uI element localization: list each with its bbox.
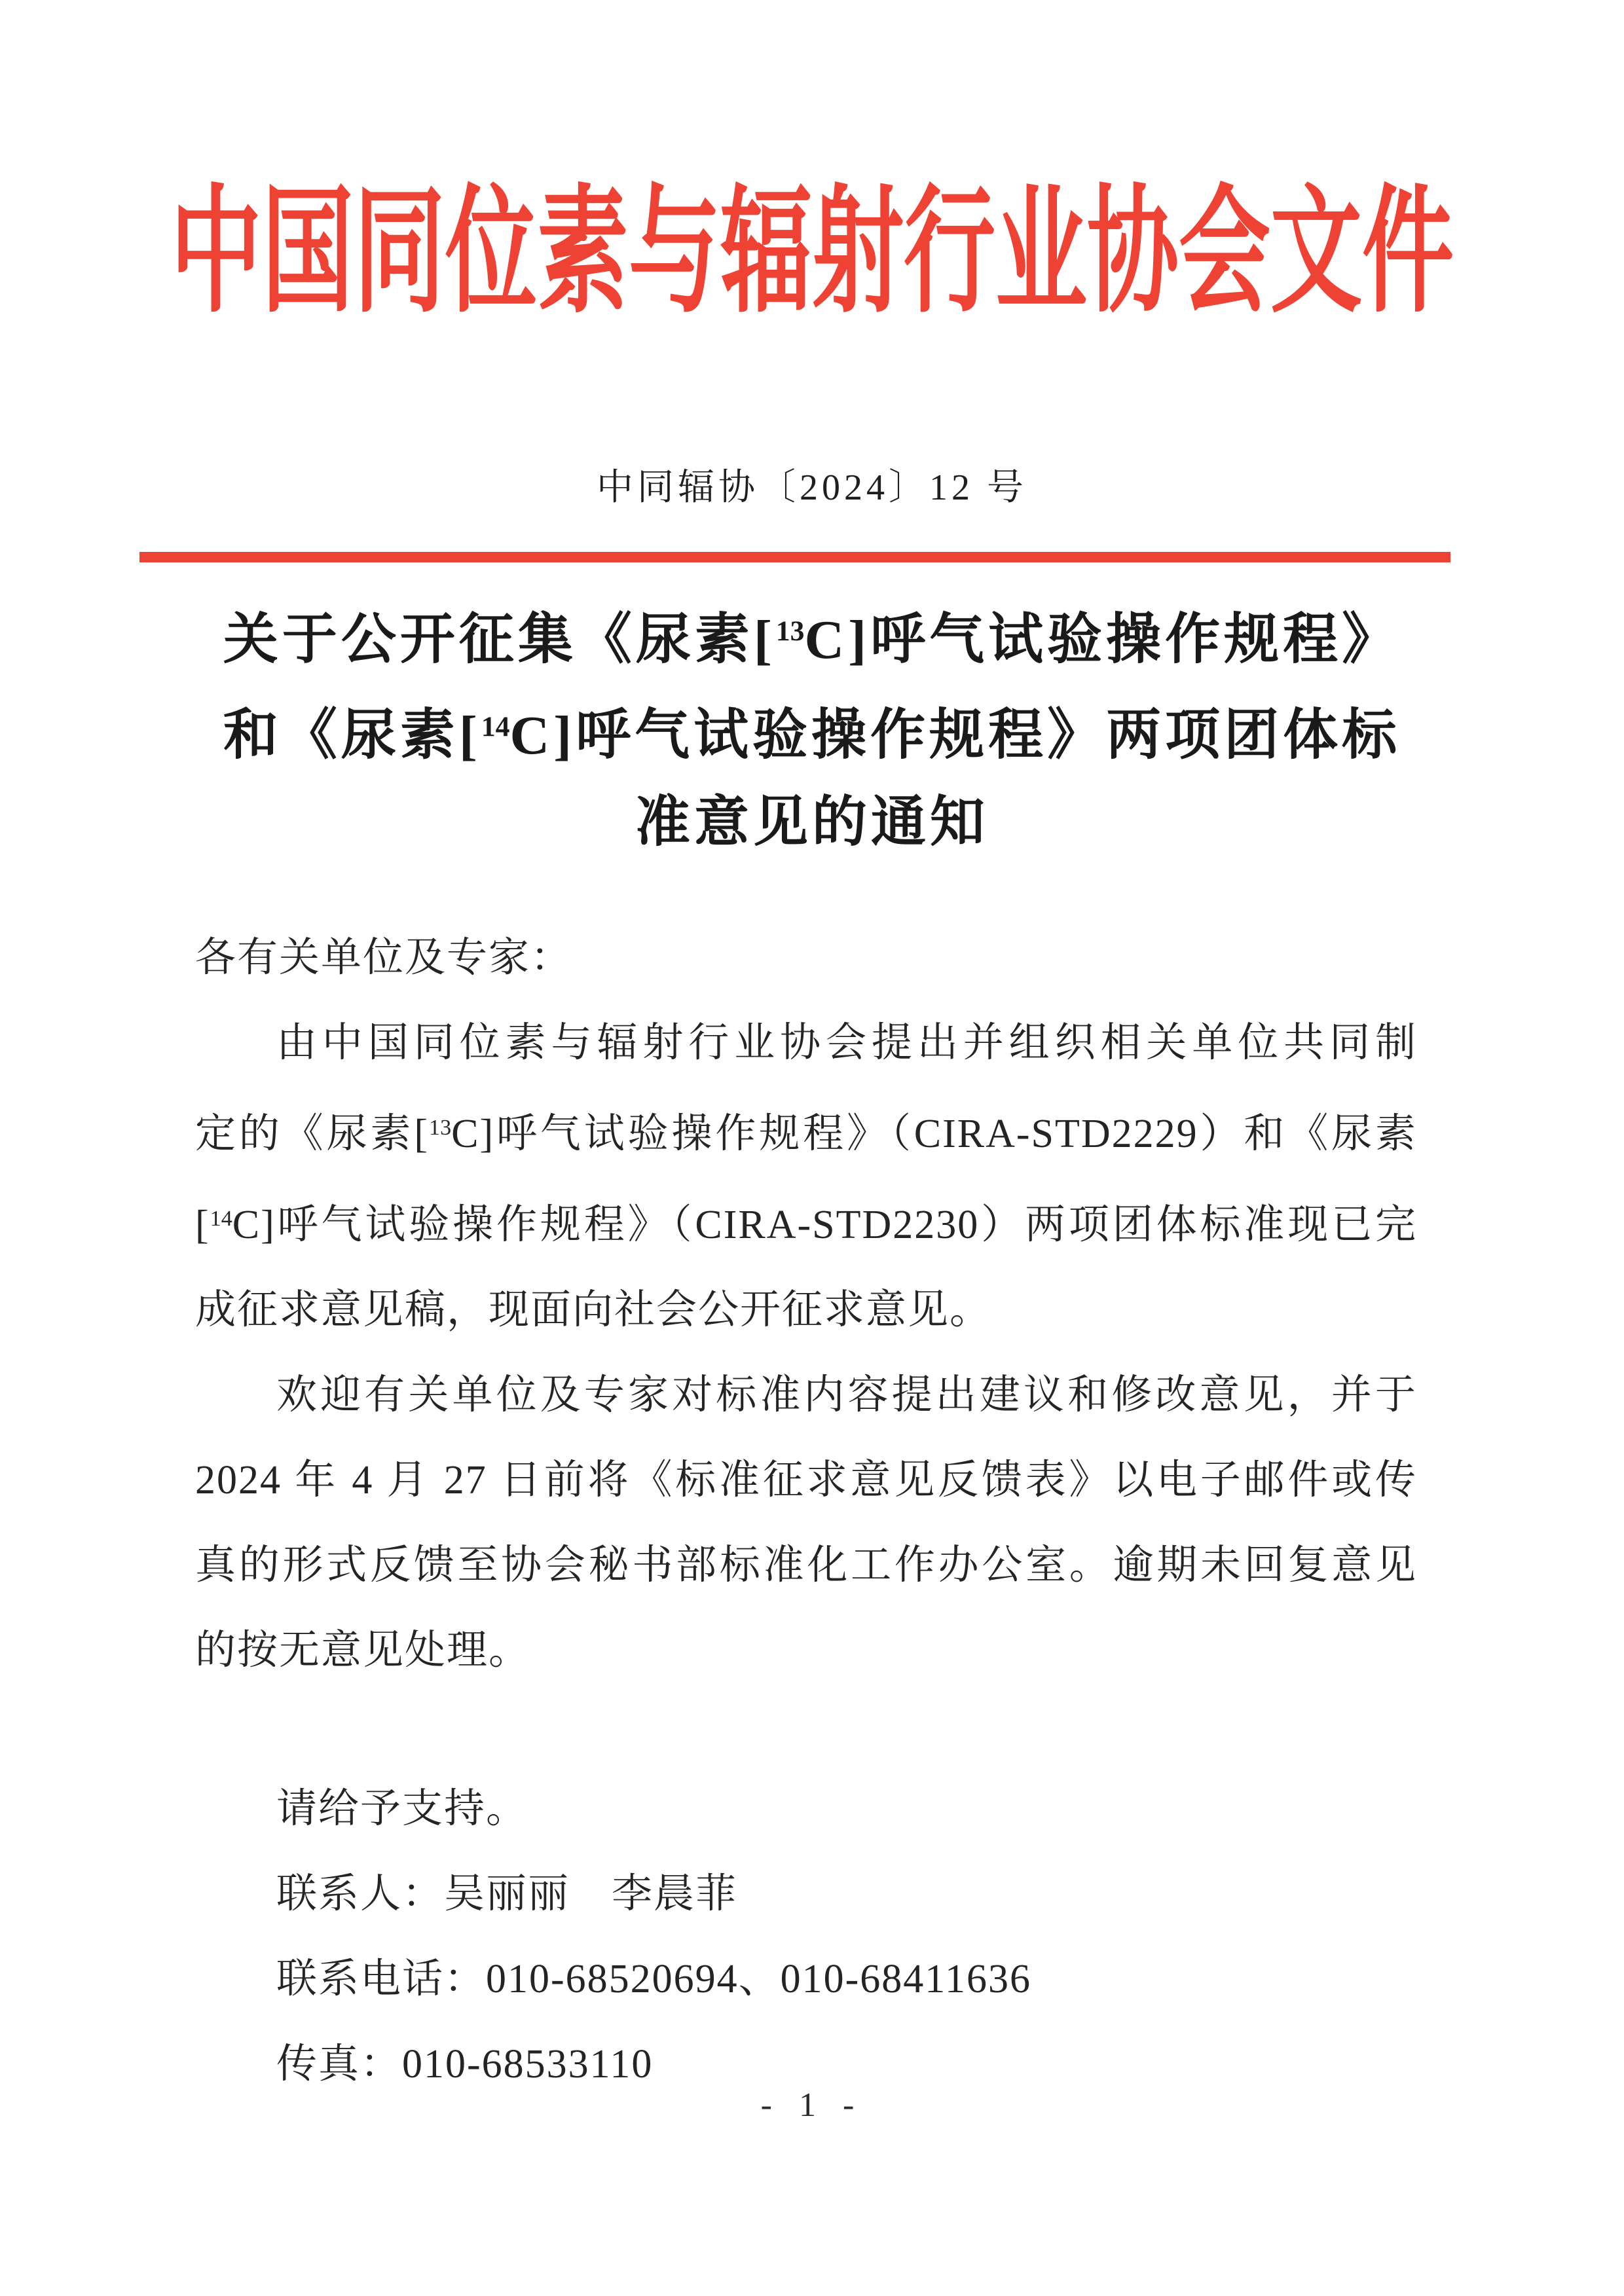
body-line (195, 1438, 1417, 1523)
text-segment: [ (195, 1202, 210, 1247)
body-line (195, 1523, 1417, 1608)
page-number: - 1 - (760, 2086, 864, 2124)
body-line (195, 1608, 1417, 1693)
body-line (195, 1176, 1417, 1267)
text-segment: C]呼气试验操作规程》（CIRA-STD2229）和《尿素 (451, 1111, 1418, 1156)
doc-title (98, 588, 1526, 866)
text-segment: C]呼气试验操作规程》两项团体标 (509, 705, 1401, 767)
text-segment: 2024 年 4 月 27 日前将《标准征求意见反馈表》以电子邮件或传 (195, 1457, 1417, 1503)
text-segment: 联系电话：010-68520694、010-68411636 (276, 1956, 1031, 2001)
body-line (195, 1937, 1417, 2022)
text-segment: 请给予支持。 (276, 1786, 528, 1831)
title-line (98, 588, 1526, 683)
isotope-superscript: 14 (481, 711, 510, 743)
text-segment: 关于公开征集《尿素[ (223, 610, 776, 671)
isotope-superscript: 13 (429, 1116, 452, 1140)
text-segment: 成征求意见稿，现面向社会公开征求意见。 (195, 1287, 992, 1332)
text-segment: 联系人：吴丽丽 李晨菲 (276, 1871, 738, 1916)
org-title: 中国同位素与辐射行业协会文件 (170, 177, 1454, 329)
text-segment: 的按无意见处理。 (195, 1628, 531, 1673)
text-segment: 欢迎有关单位及专家对标准内容提出建议和修改意见，并于 (276, 1372, 1417, 1417)
blank-line (195, 1693, 1417, 1766)
doc-number: 中同辐协〔2024〕12 号 (597, 467, 1027, 508)
salutation: 各有关单位及专家： (195, 936, 573, 980)
title-line (98, 779, 1526, 866)
text-segment: C]呼气试验操作规程》（CIRA-STD2230）两项团体标准现已完 (232, 1202, 1417, 1247)
text-segment: C]呼气试验操作规程》 (804, 610, 1401, 671)
text-segment: 由中国同位素与辐射行业协会提出并组织相关单位共同制 (276, 1021, 1417, 1065)
body-line (195, 1353, 1417, 1438)
text-segment: 和《尿素[ (223, 705, 481, 767)
body-line (195, 1000, 1417, 1085)
body-line (195, 1267, 1417, 1353)
text-segment: 定的《尿素[ (195, 1111, 430, 1156)
text-segment: 传真：010-68533110 (276, 2041, 654, 2086)
body-line (195, 1085, 1417, 1176)
body-line (195, 1766, 1417, 1851)
title-line (98, 683, 1526, 779)
red-divider-line (139, 552, 1450, 562)
isotope-superscript: 13 (775, 615, 805, 647)
body-text (195, 915, 1417, 2107)
isotope-superscript: 14 (210, 1206, 232, 1231)
text-segment: 准意见的通知 (635, 792, 989, 854)
body-line (195, 1851, 1417, 1937)
text-segment: 真的形式反馈至协会秘书部标准化工作办公室。逾期未回复意见 (195, 1542, 1417, 1588)
